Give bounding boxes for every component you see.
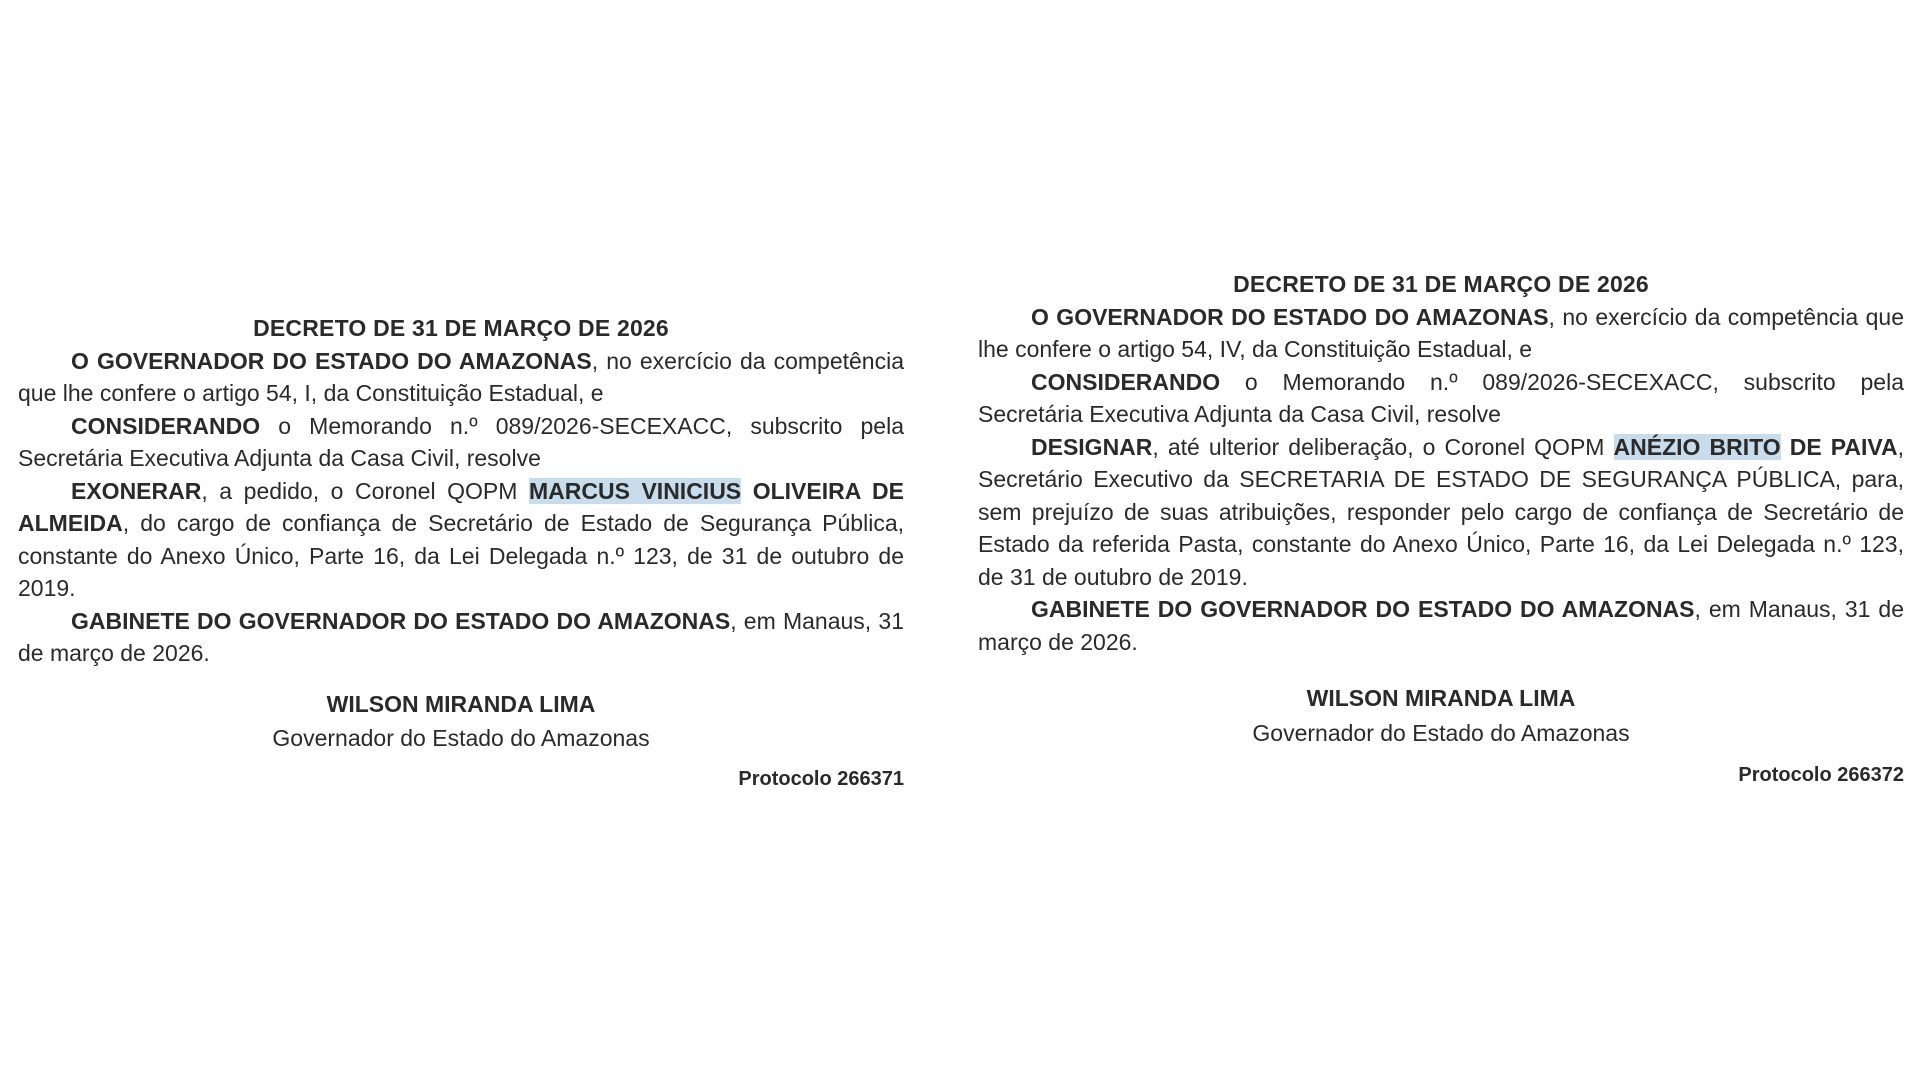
person-name-rest: DE PAIVA xyxy=(1780,433,1898,460)
resolution-text-rest: , Secretário Executivo da SECRETARIA DE ESTADO DE SEGURANÇA PÚBLICA, para, sem prejuízo de suas atribuições, responder pelo cargo de confiança de Secretário de Estado da referida Pasta, constante do Anexo Único, Parte 16, da Lei Delegada n.º 123, de 31 de outubro de 2019. xyxy=(978,433,1905,590)
decree-title: DECRETO DE 31 DE MARÇO DE 2026 xyxy=(1233,271,1649,297)
signer-name: WILSON MIRANDA LIMA xyxy=(326,690,596,717)
resolution-text-rest: , do cargo de confiança de Secretário de Estado de Segurança Pública, constante do Anexo Único, Parte 16, da Lei Delegada n.º 123, de 31 de outubro de 2019. xyxy=(18,510,904,601)
resolution-text: , a pedido, o Coronel QOPM xyxy=(201,477,529,504)
signer-role: Governador do Estado do Amazonas xyxy=(1252,719,1630,746)
decree-exoneration xyxy=(18,312,904,795)
decree-title: DECRETO DE 31 DE MARÇO DE 2026 xyxy=(253,315,669,341)
governor-heading: O GOVERNADOR DO ESTADO DO AMAZONAS xyxy=(71,347,592,374)
resolution-text: , até ulterior deliberação, o Coronel QOPM xyxy=(1152,433,1614,460)
considering-text: o Memorando n.º 089/2026-SECEXACC, subscrito pela Secretária Executiva Adjunta da Casa Civil, resolve xyxy=(978,368,1904,427)
considering-heading: CONSIDERANDO xyxy=(1031,368,1221,395)
decree-preamble xyxy=(18,345,904,410)
signer-name: WILSON MIRANDA LIMA xyxy=(1306,685,1576,711)
protocol-number: Protocolo 266372 xyxy=(1738,764,1904,786)
cabinet-heading: GABINETE DO GOVERNADOR DO ESTADO DO AMAZONAS xyxy=(71,607,731,634)
decree-designation xyxy=(978,268,1904,792)
person-name-rest: OLIVEIRA DE ALMEIDA xyxy=(18,477,904,536)
signature-block xyxy=(18,688,904,755)
protocol-number: Protocolo 266371 xyxy=(738,767,904,790)
governor-heading: O GOVERNADOR DO ESTADO DO AMAZONAS xyxy=(1031,303,1549,330)
highlighted-name: ANÉZIO BRITO xyxy=(1613,433,1781,460)
signature-block xyxy=(978,682,1904,749)
decree-resolution xyxy=(978,431,1904,594)
decree-preamble xyxy=(978,301,1904,366)
considering-text: o Memorando n.º 089/2026-SECEXACC, subscrito pela Secretária Executiva Adjunta da Casa Civil, resolve xyxy=(18,412,904,471)
decree-considering xyxy=(978,366,1904,431)
resolution-verb: DESIGNAR xyxy=(1031,433,1153,460)
preamble-text: , no exercício da competência que lhe confere o artigo 54, IV, da Constituição Estadual, e xyxy=(978,303,1905,362)
decree-closing xyxy=(978,593,1904,658)
closing-text: , em Manaus, 31 de março de 2026. xyxy=(978,596,1904,655)
decree-resolution xyxy=(18,475,904,605)
signer-role: Governador do Estado do Amazonas xyxy=(272,725,650,751)
closing-text: , em Manaus, 31 de março de 2026. xyxy=(18,607,904,666)
preamble-text: , no exercício da competência que lhe confere o artigo 54, I, da Constituição Estadual, e xyxy=(18,347,905,406)
decree-considering xyxy=(18,410,904,475)
considering-heading: CONSIDERANDO xyxy=(71,412,261,439)
resolution-verb: EXONERAR xyxy=(71,477,202,504)
cabinet-heading: GABINETE DO GOVERNADOR DO ESTADO DO AMAZONAS xyxy=(1031,596,1695,622)
decree-closing xyxy=(18,605,904,670)
highlighted-name: MARCUS VINICIUS xyxy=(528,477,742,504)
